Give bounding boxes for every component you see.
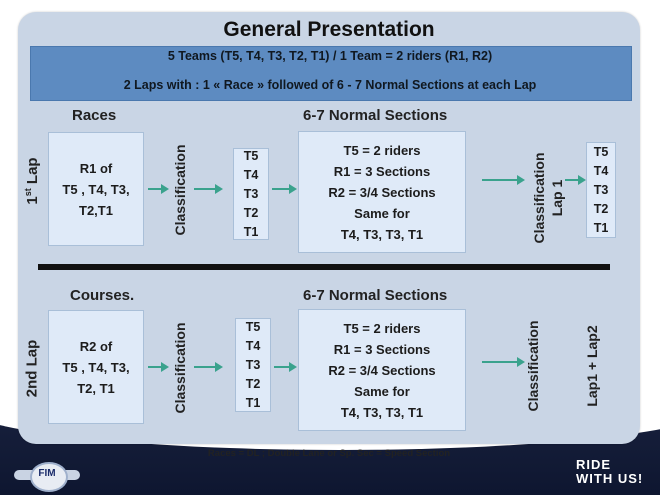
- lap2-sections-heading: 6-7 Normal Sections: [303, 287, 448, 304]
- lap1-arrow-4: [482, 179, 518, 181]
- lap1-team-list: T5 T4 T3 T2 T1: [233, 148, 269, 240]
- lap1-label: 1st Lap: [23, 157, 41, 205]
- lap1-sections-heading: 6-7 Normal Sections: [303, 107, 448, 124]
- lap1-classification: Classification: [172, 144, 188, 236]
- page-title: General Presentation: [223, 18, 435, 41]
- lap2-label: 2nd Lap: [23, 339, 41, 398]
- lap2-races-heading: Courses.: [70, 287, 135, 304]
- lap2-arrow-2: [194, 366, 216, 368]
- lap2-sections-box: T5 = 2 riders R1 = 3 Sections R2 = 3/4 Sections Same for T4, T3, T3, T1: [298, 309, 466, 431]
- lap2-final-label: Lap1 + Lap2: [584, 325, 600, 407]
- banner-teams-line: 5 Teams (T5, T4, T3, T2, T1) / 1 Team = 2 riders (R1, R2): [167, 49, 493, 63]
- lap2-race-box: R2 of T5 , T4, T3, T2, T1: [48, 310, 144, 424]
- lap1-race-box: R1 of T5 , T4, T3, T2,T1: [48, 132, 144, 246]
- lap1-arrow-1: [148, 188, 162, 190]
- lap2-arrow-1: [148, 366, 162, 368]
- logo-text: FIM: [38, 468, 56, 479]
- lap1-arrow-5: [565, 179, 579, 181]
- lap1-sections-box: T5 = 2 riders R1 = 3 Sections R2 = 3/4 Sections Same for T4, T3, T3, T1: [298, 131, 466, 253]
- lap2-final-classification: Classification: [525, 320, 541, 412]
- lap2-team-list: T5 T4 T3 T2 T1: [235, 318, 271, 412]
- lap2-arrow-3: [274, 366, 290, 368]
- footnote: Races = DL ; Double Lane or Sp. Sec = Speed Section: [207, 448, 451, 459]
- lap2-classification: Classification: [172, 322, 188, 414]
- lap1-arrow-2: [194, 188, 216, 190]
- slogan: RIDE WITH US!: [576, 457, 644, 486]
- lap2-arrow-4: [482, 361, 518, 363]
- lap-divider: [38, 264, 610, 270]
- lap1-races-heading: Races: [72, 107, 117, 124]
- lap1-arrow-3: [272, 188, 290, 190]
- banner-laps-line: 2 Laps with : 1 « Race » followed of 6 - 7 Normal Sections at each Lap: [123, 78, 537, 92]
- lap1-final-classification: Classification Lap 1: [531, 152, 565, 244]
- lap1-final-team-list: T5 T4 T3 T2 T1: [586, 142, 616, 238]
